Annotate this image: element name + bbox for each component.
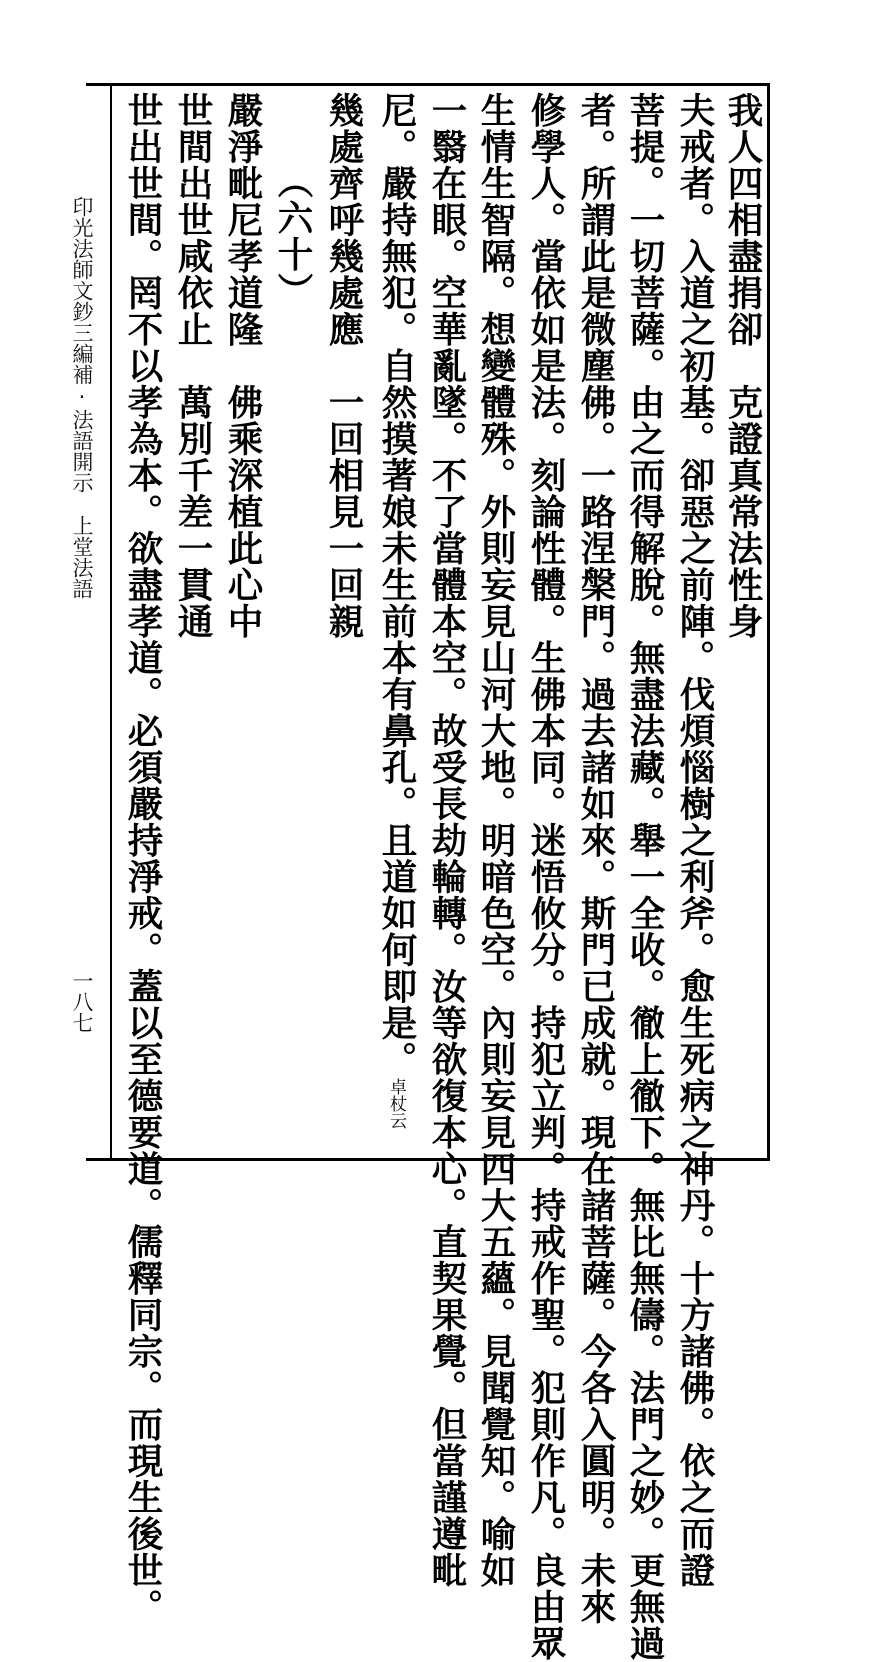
text-column — [426, 92, 466, 1589]
right-border-rule — [767, 83, 770, 1161]
text-column-with-note — [376, 92, 416, 1129]
text-column: 夫戒者。入道之初基。卻惡之前陣。伐煩惱樹之利斧。愈生死病之神丹。十方諸佛。依之而證 — [674, 92, 715, 1589]
verse-column: 嚴淨毗尼孝道隆 佛乘深植此心中 — [222, 92, 263, 640]
text-column: 生情生智隔。想變體殊。外則妄見山河大地。明暗色空。內則妄見四大五蘊。見聞覺知。喻如 — [475, 92, 516, 1589]
section-title: 上堂法語 — [70, 515, 94, 599]
text-column: 者。所謂此是微塵佛。一路涅槃門。過去諸如來。斯門已成就。現在諸菩薩。今各入圓明。未來 — [575, 92, 616, 1625]
inner-margin-rule — [110, 83, 112, 1161]
text-column: 菩提。一切菩薩。由之而得解脫。無盡法藏。舉一全收。徹上徹下。無比無儔。法門之妙。更無過 — [624, 92, 665, 1662]
verse-column: 世間出世咸依止 萬別千差一貫通 — [172, 92, 213, 640]
small-annotation: 卓杖云 — [386, 1077, 406, 1129]
text-column: 我人四相盡捐卻 克證真常法性身 — [722, 92, 763, 640]
verse-number: （六十） — [272, 163, 313, 309]
top-border-rule — [86, 83, 770, 86]
text-column-main: 尼。嚴持無犯。自然摸著娘未生前本有鼻孔。且道如何即是。 — [376, 92, 417, 1078]
running-title: 印光法師文鈔三編補·法語開示 — [70, 196, 94, 493]
text-column-main: 一翳在眼。空華亂墜。不了當體本空。故受長劫輪轉。汝等欲復本心。直契果覺。但當謹遵毗 — [426, 92, 467, 1589]
verse-column: 幾處齊呼幾處應 一回相見一回親 — [323, 92, 364, 640]
text-column: 修學人。當依如是法。刻論性體。生佛本同。迷悟攸分。持犯立判。持戒作聖。犯則作凡。良由眾 — [525, 92, 566, 1662]
text-column: 世出世間。罔不以孝為本。欲盡孝道。必須嚴持淨戒。蓋以至德要道。儒釋同宗。而現生後世。 — [122, 92, 163, 1625]
page-number: 一八七 — [70, 970, 94, 1033]
